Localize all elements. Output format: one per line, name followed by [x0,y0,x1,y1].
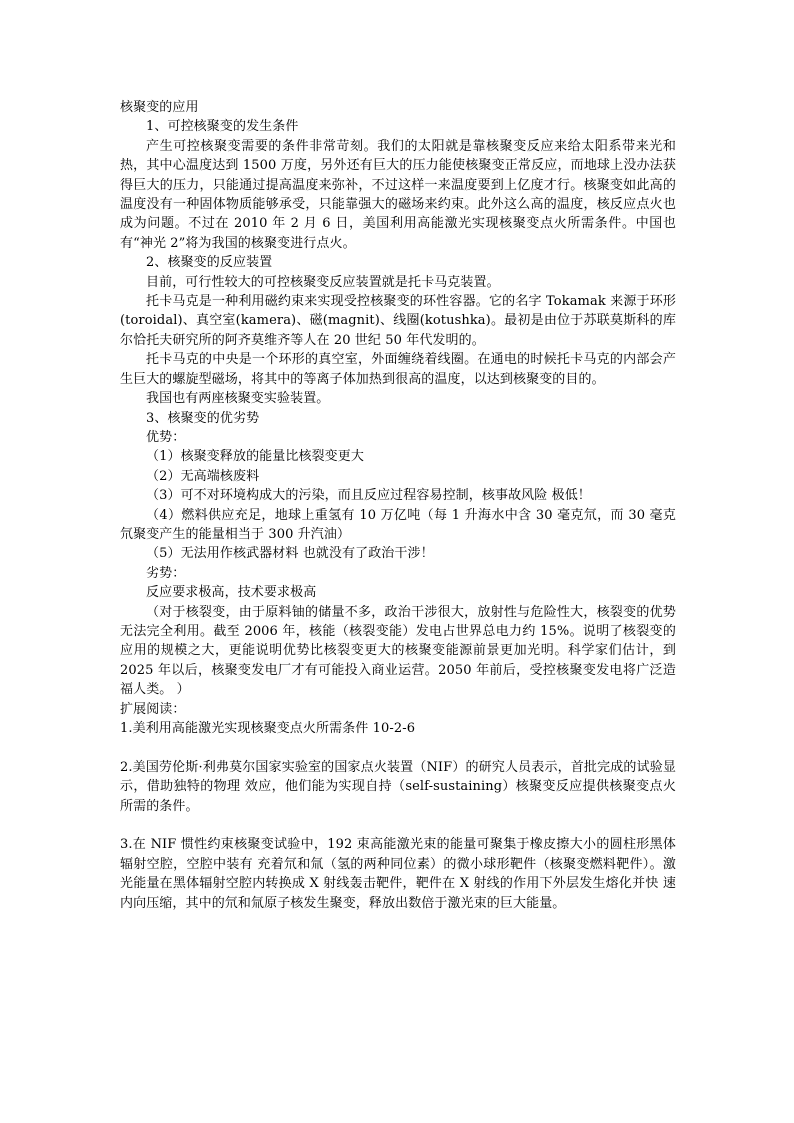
blank-line [120,816,676,835]
paragraph: 3.在 NIF 惯性约束核聚变试验中，192 束高能激光束的能量可聚集于橡皮擦大小的圆柱形黑体辐射空腔，空腔中装有 充着氘和氚（氢的两种同位素）的微小球形靶件（核聚变燃料靶件）。激光能量在黑体辐射空腔内转换成 X 射线轰击靶件，靶件在 X 射线的作用下外层发生熔化并快 速内向压缩，其中的氘和氚原子核发生聚变，释放出数倍于激光束的巨大能量。 [120,837,676,911]
document-page [120,98,676,913]
paragraph: 反应要求极高，技术要求极高 [146,585,317,601]
document-title: 核聚变的应用 [120,100,199,115]
paragraph: 产生可控核聚变需要的条件非常苛刻。我们的太阳就是靠核聚变反应来给太阳系带来光和热，其中心温度达到 1500 万度，另外还有巨大的压力能使核聚变正常反应，而地球上没办法获得巨大的压力，只能通过提高温度来弥补，不过这样一来温度要到上亿度才行。核聚变如此高的温度没有一种固体物质能够承受，只能靠强大的磁场来约束。此外这么高的温度，核反应点火也成为问题。不过在 2010 年 2 月 6 日，美国利用高能激光实现核聚变点火所需条件。中国也有“神光 2”将为我国的核聚变进行点火。 [120,138,676,251]
paragraph: （3）可不对环境构成大的污染，而且反应过程容易控制，核事故风险 极低！ [146,488,591,504]
paragraph: 优势： [146,429,186,445]
blank-line [120,738,676,757]
paragraph: 2.美国劳伦斯·利弗莫尔国家实验室的国家点火装置（NIF）的研究人员表示，首批完成的试验显示，借助独特的物理 效应，他们能为实现自持（self-sustaining）核聚变反应提供核聚变点火所需的条件。 [120,759,676,814]
paragraph: （2）无高端核废料 [146,468,260,484]
paragraph: （5）无法用作核武器材料 也就没有了政治干涉！ [146,546,434,562]
paragraph: 劣势： [146,565,186,581]
document-body [120,117,676,913]
paragraph: 我国也有两座核聚变实验装置。 [146,391,330,407]
paragraph: 扩展阅读： [120,701,186,717]
paragraph: 2、核聚变的反应装置 [146,255,273,271]
paragraph: 目前，可行性较大的可控核聚变反应装置就是托卡马克装置。 [146,274,500,290]
paragraph: 托卡马克是一种利用磁约束来实现受控核聚变的环性容器。它的名字 Tokamak 来源于环形(toroidal)、真空室(kamera)、磁(magnit)、线圈(kotushka)。最初是由位于苏联莫斯科的库尔恰托夫研究所的阿齐莫维齐等人在 20 世纪 50 年代发明的。 [120,294,676,348]
paragraph: 3、核聚变的优劣势 [146,410,260,426]
paragraph: （4）燃料供应充足，地球上重氢有 10 万亿吨（每 1 升海水中含 30 毫克氘，而 30 毫克氘聚变产生的能量相当于 300 升汽油） [120,507,676,542]
paragraph: 1.美利用高能激光实现核聚变点火所需条件 10-2-6 [120,721,416,736]
paragraph: （对于核裂变，由于原料铀的储量不多，政治干涉很大，放射性与危险性大，核裂变的优势无法完全利用。截至 2006 年，核能（核裂变能）发电占世界总电力约 15%。说明了核裂变的应用的规模之大，更能说明优势比核裂变更大的核聚变能源前景更加光明。科学家们估计，到 2025 年以后，核聚变发电厂才有可能投入商业运营。2050 年前后，受控核聚变发电将广泛造福人类。 ） [120,604,676,698]
paragraph: 托卡马克的中央是一个环形的真空室，外面缠绕着线圈。在通电的时候托卡马克的内部会产生巨大的螺旋型磁场，将其中的等离子体加热到很高的温度，以达到核聚变的目的。 [120,352,676,387]
paragraph: （1）核聚变释放的能量比核裂变更大 [146,449,364,465]
paragraph: 1、可控核聚变的发生条件 [146,119,299,135]
